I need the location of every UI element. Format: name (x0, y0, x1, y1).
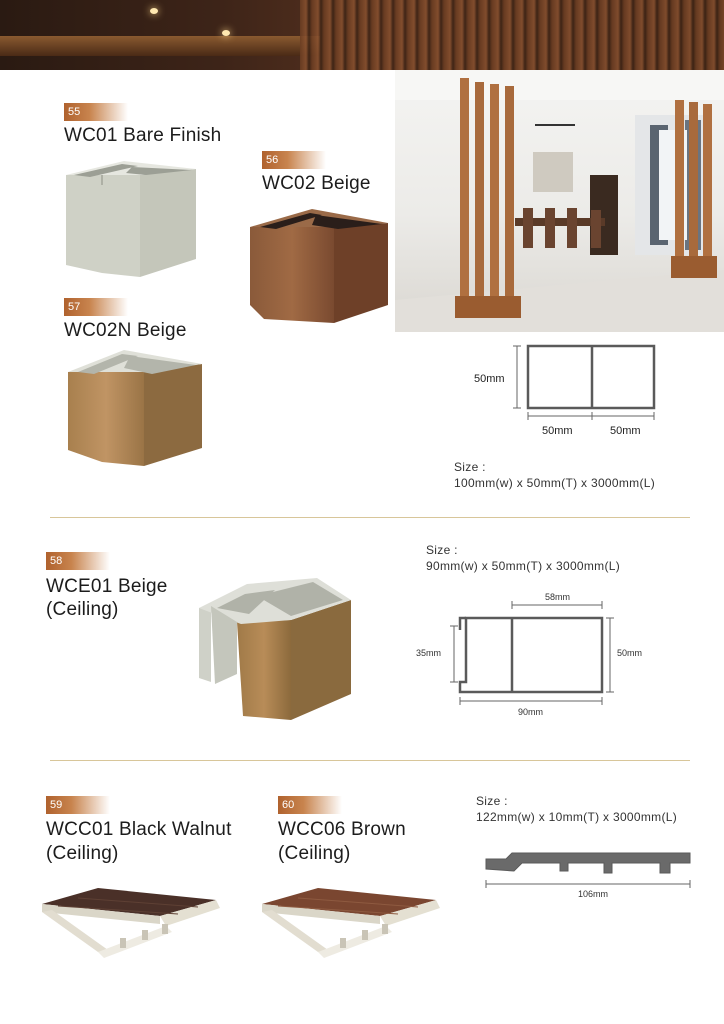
banner-ceiling-light (222, 30, 230, 36)
product-image-wc01 (62, 155, 202, 280)
product-title-line1: WCE01 Beige (46, 576, 168, 597)
product-number-badge: 58 (46, 552, 110, 570)
dimension-label-right: 50mm (617, 648, 643, 658)
product-number-badge: 57 (64, 298, 128, 316)
product-title-line2: (Ceiling) (46, 599, 119, 620)
size-label: Size : (426, 543, 458, 557)
dimension-label-height: 50mm (474, 373, 505, 385)
size-value: 90mm(w) x 50mm(T) x 3000mm(L) (426, 559, 621, 573)
size-label: Size : (454, 460, 486, 474)
profile-drawing-wcc (480, 845, 694, 905)
profile-outline (460, 618, 602, 692)
size-spec-wce (426, 542, 620, 574)
product-title: WC02 Beige (262, 173, 371, 194)
dimension-label-left: 50mm (542, 425, 573, 437)
dimension-label-width: 106mm (578, 889, 609, 899)
product-image-wc02n (62, 346, 208, 470)
product-title-line2: (Ceiling) (278, 843, 351, 864)
banner-wood-slats (300, 0, 724, 70)
banner-ceiling-beam (0, 36, 320, 56)
product-image-wc02 (246, 205, 392, 327)
banner-ceiling-light (150, 8, 158, 14)
product-number-badge: 55 (64, 103, 128, 121)
product-number-badge: 59 (46, 796, 110, 814)
size-spec-wc (454, 459, 655, 491)
section-divider (50, 517, 690, 518)
size-spec-wcc (476, 793, 677, 825)
section-divider (50, 760, 690, 761)
header-banner-image (0, 0, 724, 70)
size-value: 100mm(w) x 50mm(T) x 3000mm(L) (454, 476, 656, 490)
product-image-wcc06 (258, 880, 444, 960)
product-title-line1: WCC06 Brown (278, 819, 406, 840)
profile-drawing-wce (414, 588, 654, 718)
profile-drawing-wc (470, 340, 670, 440)
size-label: Size : (476, 794, 508, 808)
product-number-badge: 60 (278, 796, 342, 814)
product-title: WC01 Bare Finish (64, 125, 222, 146)
product-title-line1: WCC01 Black Walnut (46, 819, 232, 840)
room-illustration (395, 70, 724, 332)
size-value: 122mm(w) x 10mm(T) x 3000mm(L) (476, 810, 678, 824)
product-title-line2: (Ceiling) (46, 843, 119, 864)
profile-outline (486, 853, 690, 873)
dimension-label-top: 58mm (545, 592, 571, 602)
dimension-label-bottom: 90mm (518, 707, 544, 717)
product-image-wcc01 (38, 880, 224, 960)
product-image-wce01 (195, 574, 355, 722)
product-number-badge: 56 (262, 151, 326, 169)
dimension-label-right: 50mm (610, 425, 641, 437)
dimension-label-left: 35mm (416, 648, 442, 658)
room-divider-photo (395, 70, 724, 332)
product-title: WC02N Beige (64, 320, 187, 341)
